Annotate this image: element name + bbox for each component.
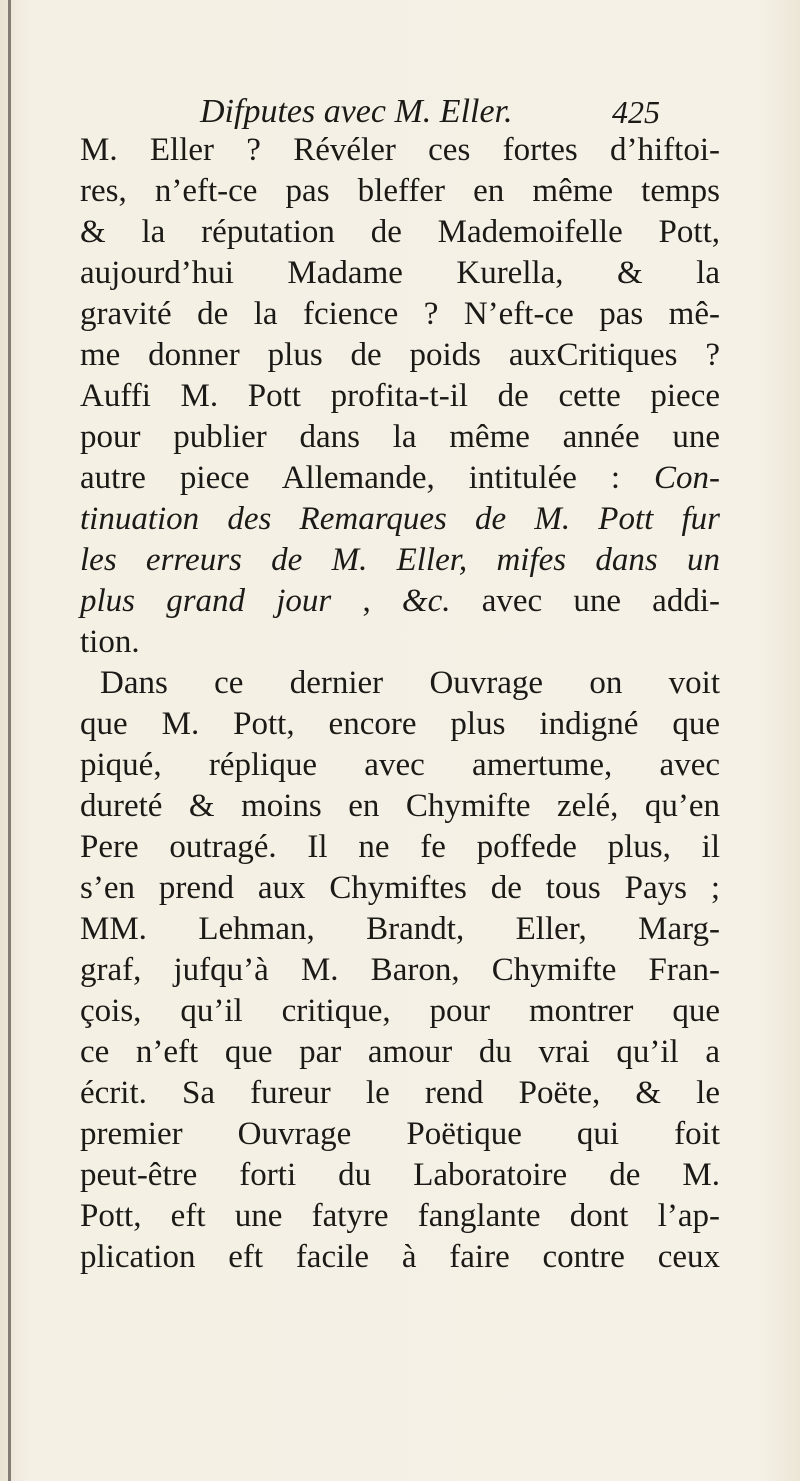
text-segment: Auffi M. Pott profita-t-il de cette piece xyxy=(80,378,720,414)
text-line xyxy=(80,335,720,376)
text-segment: s’en prend aux Chymiftes de tous Pays ; xyxy=(80,870,720,906)
text-segment: dureté & moins en Chymifte zelé, qu’en xyxy=(80,788,720,824)
text-segment: graf, jufqu’à M. Baron, Chymifte Fran- xyxy=(80,952,720,988)
text-segment: Pott, eft une fatyre fanglante dont l’ap- xyxy=(80,1198,720,1234)
text-segment: tion. xyxy=(80,624,140,660)
page-number: 425 xyxy=(612,94,660,130)
text-line xyxy=(80,868,720,909)
text-line xyxy=(80,294,720,335)
text-line xyxy=(80,171,720,212)
text-segment: gravité de la fcience ? N’eft-ce pas mê- xyxy=(80,296,720,332)
text-line xyxy=(80,1114,720,1155)
text-segment: plication eft facile à faire contre ceux xyxy=(80,1239,720,1275)
body-text xyxy=(80,130,720,1278)
italic-text-segment: les erreurs de M. Eller, mifes dans un xyxy=(80,542,720,578)
text-segment: , xyxy=(331,583,402,619)
text-segment: avec une addi- xyxy=(450,583,720,619)
text-segment: MM. Lehman, Brandt, Eller, Marg- xyxy=(80,911,720,947)
text-line xyxy=(80,827,720,868)
text-line xyxy=(80,1032,720,1073)
italic-text-segment: Con- xyxy=(654,460,720,496)
text-segment: pour publier dans la même année une xyxy=(80,419,720,455)
text-line xyxy=(80,458,720,499)
running-title: Difputes avec M. Eller. xyxy=(200,93,513,130)
italic-text-segment: &c. xyxy=(401,583,451,619)
text-segment: aujourd’hui Madame Kurella, & la xyxy=(80,255,720,291)
text-line xyxy=(80,499,720,540)
text-line xyxy=(80,663,720,704)
text-segment: écrit. Sa fureur le rend Poëte, & le xyxy=(80,1075,720,1111)
italic-text-segment: tinuation des Remarques de M. Pott fur xyxy=(80,501,720,537)
text-segment: M. Eller ? Révéler ces fortes d’hiftoi- xyxy=(80,132,720,168)
text-line xyxy=(80,417,720,458)
text-segment: & la réputation de Mademoifelle Pott, xyxy=(80,214,720,250)
text-line xyxy=(80,950,720,991)
italic-text-segment: plus grand jour xyxy=(80,583,332,619)
text-segment: peut-être forti du Laboratoire de M. xyxy=(80,1157,720,1193)
text-segment: res, n’eft-ce pas bleffer en même temps xyxy=(80,173,720,209)
text-line xyxy=(80,745,720,786)
text-line xyxy=(80,991,720,1032)
text-segment: me donner plus de poids auxCritiques ? xyxy=(80,337,720,373)
page-header xyxy=(200,92,660,132)
text-segment: autre piece Allemande, intitulée : xyxy=(80,460,654,496)
text-segment: çois, qu’il critique, pour montrer que xyxy=(80,993,720,1029)
text-segment: Pere outragé. Il ne fe poffede plus, il xyxy=(80,829,720,865)
text-line xyxy=(80,376,720,417)
text-line xyxy=(80,1073,720,1114)
text-segment: piqué, réplique avec amertume, avec xyxy=(80,747,720,783)
text-line xyxy=(80,581,720,622)
text-line xyxy=(80,540,720,581)
text-segment: premier Ouvrage Poëtique qui foit xyxy=(80,1116,720,1152)
text-segment: Dans ce dernier Ouvrage on voit xyxy=(100,665,720,701)
text-line xyxy=(80,622,720,663)
text-line xyxy=(80,786,720,827)
text-line xyxy=(80,1237,720,1278)
text-line xyxy=(80,212,720,253)
text-segment: que M. Pott, encore plus indigné que xyxy=(80,706,720,742)
text-line xyxy=(80,253,720,294)
page-gutter-edge xyxy=(8,0,11,1481)
text-line xyxy=(80,704,720,745)
text-line xyxy=(80,909,720,950)
text-line xyxy=(80,1196,720,1237)
text-line xyxy=(80,130,720,171)
text-segment: ce n’eft que par amour du vrai qu’il a xyxy=(80,1034,720,1070)
text-line xyxy=(80,1155,720,1196)
